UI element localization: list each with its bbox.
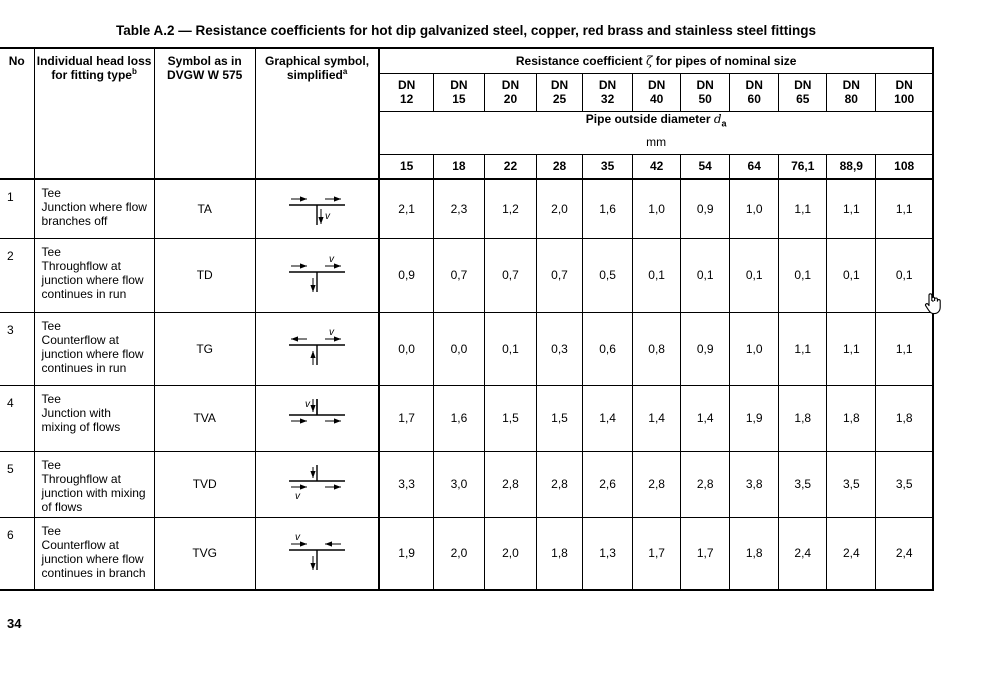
coefficient-value: 2,6 bbox=[583, 451, 633, 517]
coefficient-value: 1,8 bbox=[730, 517, 779, 590]
header-od-7: 64 bbox=[730, 154, 779, 179]
coefficient-value: 0,1 bbox=[779, 238, 827, 312]
coefficient-value: 1,7 bbox=[379, 385, 433, 451]
coefficient-value: 2,0 bbox=[484, 517, 536, 590]
dn-number: 80 bbox=[844, 92, 858, 106]
description-line: Junction with bbox=[41, 405, 111, 420]
description-line: Throughflow at bbox=[41, 471, 121, 486]
dvgw-symbol: TVA bbox=[154, 385, 255, 451]
row-number: 2 bbox=[0, 238, 34, 312]
fitting-description bbox=[34, 517, 154, 590]
coefficient-value: 2,4 bbox=[876, 517, 933, 590]
header-dn-40 bbox=[633, 73, 681, 111]
dn-number: 40 bbox=[649, 92, 664, 106]
coefficient-value: 0,7 bbox=[537, 238, 583, 312]
coefficient-value: 2,4 bbox=[827, 517, 876, 590]
coefficient-value: 1,7 bbox=[633, 517, 681, 590]
coefficient-value: 0,1 bbox=[484, 312, 536, 385]
tee-ta-icon bbox=[255, 179, 379, 238]
description-line: Counterflow at bbox=[41, 332, 119, 347]
dvgw-symbol: TG bbox=[154, 312, 255, 385]
header-resistance-post: for pipes of nominal size bbox=[652, 53, 797, 68]
dn-prefix: DN bbox=[598, 78, 617, 92]
description-line: junction where flow bbox=[41, 551, 144, 566]
zeta-symbol: ζ bbox=[645, 53, 653, 68]
coefficient-value: 1,1 bbox=[876, 312, 933, 385]
coefficient-value: 0,9 bbox=[681, 312, 730, 385]
tee-tvd-icon bbox=[255, 451, 379, 517]
row-number: 3 bbox=[0, 312, 34, 385]
coefficient-value: 2,3 bbox=[433, 179, 484, 238]
coefficient-value: 3,5 bbox=[779, 451, 827, 517]
description-line: Junction where flow bbox=[41, 200, 147, 214]
tee-tvg-icon bbox=[255, 517, 379, 590]
header-description bbox=[34, 48, 154, 179]
header-od-5: 42 bbox=[633, 154, 681, 179]
header-od-4: 35 bbox=[583, 154, 633, 179]
coefficient-value: 1,1 bbox=[779, 179, 827, 238]
description-line: Throughflow at bbox=[41, 258, 121, 273]
dn-number: 65 bbox=[796, 92, 810, 106]
row-number: 5 bbox=[0, 451, 34, 517]
dn-number: 20 bbox=[503, 92, 518, 106]
description-line: Counterflow at bbox=[41, 537, 119, 552]
coefficient-value: 0,3 bbox=[537, 312, 583, 385]
pipe-od-variable: d bbox=[713, 111, 722, 126]
coefficient-value: 1,1 bbox=[827, 179, 876, 238]
header-od-9: 88,9 bbox=[827, 154, 876, 179]
coefficient-value: 0,0 bbox=[433, 312, 484, 385]
dvgw-symbol: TD bbox=[154, 238, 255, 312]
description-line: Tee bbox=[41, 186, 61, 200]
coefficient-value: 2,4 bbox=[779, 517, 827, 590]
header-dn-25 bbox=[537, 73, 583, 111]
table-row bbox=[0, 238, 933, 312]
header-no: No bbox=[0, 48, 34, 179]
row-number: 4 bbox=[0, 385, 34, 451]
tee-tva-icon bbox=[255, 385, 379, 451]
description-line: junction where flow bbox=[41, 272, 144, 287]
coefficient-value: 1,5 bbox=[484, 385, 536, 451]
coefficient-value: 1,7 bbox=[681, 517, 730, 590]
header-od-2: 22 bbox=[484, 154, 536, 179]
description-line: Tee bbox=[41, 318, 61, 333]
coefficient-value: 3,5 bbox=[827, 451, 876, 517]
dn-prefix: DN bbox=[696, 78, 714, 92]
header-dn-15 bbox=[433, 73, 484, 111]
dn-prefix: DN bbox=[647, 78, 666, 92]
coefficient-value: 1,5 bbox=[537, 385, 583, 451]
header-dn-60 bbox=[730, 73, 779, 111]
pipe-od-subscript: a bbox=[721, 117, 727, 128]
header-od-6: 54 bbox=[681, 154, 730, 179]
coefficient-value: 1,8 bbox=[779, 385, 827, 451]
table-row bbox=[0, 179, 933, 238]
header-dn-80 bbox=[827, 73, 876, 111]
header-dn-100 bbox=[876, 73, 933, 111]
coefficient-value: 0,6 bbox=[583, 312, 633, 385]
description-line: junction where flow bbox=[41, 346, 144, 361]
table-row bbox=[0, 517, 933, 590]
coefficient-value: 1,1 bbox=[827, 312, 876, 385]
coefficient-value: 1,8 bbox=[827, 385, 876, 451]
dn-number: 12 bbox=[399, 92, 414, 106]
coefficient-value: 1,8 bbox=[537, 517, 583, 590]
description-line: of flows bbox=[41, 499, 83, 514]
coefficient-value: 1,4 bbox=[583, 385, 633, 451]
description-line: branches off bbox=[41, 214, 108, 228]
dn-prefix: DN bbox=[501, 78, 520, 92]
header-description-text: Individual head loss for fitting type bbox=[36, 54, 152, 82]
coefficient-value: 1,8 bbox=[876, 385, 933, 451]
description-line: Tee bbox=[41, 244, 61, 259]
coefficient-value: 0,1 bbox=[730, 238, 779, 312]
coefficient-value: 3,3 bbox=[379, 451, 433, 517]
header-od-0: 15 bbox=[379, 154, 433, 179]
dn-prefix: DN bbox=[397, 78, 416, 92]
coefficient-value: 3,8 bbox=[730, 451, 779, 517]
dn-number: 60 bbox=[747, 92, 761, 106]
flow-velocity-label: v bbox=[329, 253, 335, 265]
coefficient-value: 1,3 bbox=[583, 517, 633, 590]
header-resistance-pre: Resistance coefficient bbox=[515, 53, 646, 68]
header-od-1: 18 bbox=[433, 154, 484, 179]
header-graphical-text: Graphical symbol, simplified bbox=[265, 54, 370, 82]
coefficient-value: 1,6 bbox=[433, 385, 484, 451]
header-dn-50 bbox=[681, 73, 730, 111]
coefficient-value: 2,0 bbox=[433, 517, 484, 590]
coefficient-value: 1,0 bbox=[730, 312, 779, 385]
header-description-footnote: b bbox=[131, 67, 137, 76]
fitting-description bbox=[34, 312, 154, 385]
coefficient-value: 2,0 bbox=[537, 179, 583, 238]
hand-pointer-icon bbox=[923, 292, 943, 321]
coefficient-value: 0,1 bbox=[681, 238, 730, 312]
table-row bbox=[0, 451, 933, 517]
coefficient-value: 0,9 bbox=[379, 238, 433, 312]
header-dn-12 bbox=[379, 73, 433, 111]
table-row bbox=[0, 385, 933, 451]
description-line: mixing of flows bbox=[41, 419, 121, 434]
coefficient-value: 2,8 bbox=[633, 451, 681, 517]
coefficient-value: 0,8 bbox=[633, 312, 681, 385]
header-pipe-outside-diameter bbox=[379, 111, 933, 154]
flow-velocity-label: v bbox=[329, 327, 335, 338]
dn-number: 50 bbox=[698, 92, 712, 106]
coefficient-value: 1,9 bbox=[730, 385, 779, 451]
coefficient-value: 0,9 bbox=[681, 179, 730, 238]
flow-velocity-label: v bbox=[295, 490, 301, 502]
coefficient-value: 3,0 bbox=[433, 451, 484, 517]
coefficient-value: 3,5 bbox=[876, 451, 933, 517]
row-number: 1 bbox=[0, 179, 34, 238]
resistance-table bbox=[0, 47, 934, 591]
header-dn-20 bbox=[484, 73, 536, 111]
coefficient-value: 2,8 bbox=[537, 451, 583, 517]
header-graphical-symbol bbox=[255, 48, 379, 179]
description-line: Tee bbox=[41, 457, 61, 472]
dn-number: 15 bbox=[452, 92, 466, 106]
coefficient-value: 0,7 bbox=[433, 238, 484, 312]
coefficient-value: 1,4 bbox=[633, 385, 681, 451]
dvgw-symbol: TVD bbox=[154, 451, 255, 517]
dn-prefix: DN bbox=[745, 78, 763, 92]
coefficient-value: 1,2 bbox=[484, 179, 536, 238]
header-dn-32 bbox=[583, 73, 633, 111]
dvgw-symbol: TVG bbox=[154, 517, 255, 590]
description-line: Tee bbox=[41, 391, 61, 406]
description-line: Tee bbox=[41, 523, 61, 538]
dvgw-symbol: TA bbox=[154, 179, 255, 238]
dn-number: 32 bbox=[600, 92, 615, 106]
header-od-3: 28 bbox=[537, 154, 583, 179]
table-row bbox=[0, 312, 933, 385]
fitting-description bbox=[34, 385, 154, 451]
coefficient-value: 2,1 bbox=[379, 179, 433, 238]
fitting-description bbox=[34, 238, 154, 312]
table-title: Table A.2 — Resistance coefficients for hot dip galvanized steel, copper, red brass and stainless steel fittings bbox=[116, 23, 816, 38]
flow-velocity-label: v bbox=[325, 211, 331, 223]
dn-number: 25 bbox=[552, 92, 567, 106]
coefficient-value: 0,1 bbox=[827, 238, 876, 312]
description-line: junction with mixing bbox=[41, 485, 146, 500]
dn-prefix: DN bbox=[450, 78, 468, 92]
coefficient-value: 2,8 bbox=[681, 451, 730, 517]
description-line: continues in branch bbox=[41, 565, 146, 580]
coefficient-value: 0,5 bbox=[583, 238, 633, 312]
row-number: 6 bbox=[0, 517, 34, 590]
coefficient-value: 1,9 bbox=[379, 517, 433, 590]
description-line: continues in run bbox=[41, 286, 127, 301]
coefficient-value: 2,8 bbox=[484, 451, 536, 517]
dn-prefix: DN bbox=[550, 78, 569, 92]
dn-prefix: DN bbox=[895, 78, 913, 92]
coefficient-value: 1,0 bbox=[633, 179, 681, 238]
coefficient-value: 0,7 bbox=[484, 238, 536, 312]
coefficient-value: 1,1 bbox=[779, 312, 827, 385]
header-od-8: 76,1 bbox=[779, 154, 827, 179]
dn-number: 100 bbox=[894, 92, 915, 106]
header-dn-65 bbox=[779, 73, 827, 111]
description-line: continues in run bbox=[41, 360, 127, 375]
page-number: 34 bbox=[7, 616, 22, 631]
coefficient-value: 1,1 bbox=[876, 179, 933, 238]
coefficient-value: 1,0 bbox=[730, 179, 779, 238]
unit-mm: mm bbox=[646, 134, 667, 149]
header-symbol: Symbol as in DVGW W 575 bbox=[154, 48, 255, 179]
coefficient-value: 0,0 bbox=[379, 312, 433, 385]
tee-tg-icon bbox=[255, 312, 379, 385]
dn-prefix: DN bbox=[842, 78, 860, 92]
dn-prefix: DN bbox=[794, 78, 812, 92]
header-od-10: 108 bbox=[876, 154, 933, 179]
coefficient-value: 1,4 bbox=[681, 385, 730, 451]
coefficient-value: 1,6 bbox=[583, 179, 633, 238]
coefficient-value: 0,1 bbox=[633, 238, 681, 312]
fitting-description bbox=[34, 451, 154, 517]
header-resistance-coefficient bbox=[379, 48, 933, 73]
coefficient-value: 0,1 bbox=[876, 238, 933, 312]
pipe-od-pre: Pipe outside diameter bbox=[585, 111, 714, 126]
flow-velocity-label: v bbox=[305, 398, 311, 410]
fitting-description bbox=[34, 179, 154, 238]
tee-td-icon bbox=[255, 238, 379, 312]
flow-velocity-label: v bbox=[295, 531, 301, 543]
header-graphical-footnote: a bbox=[342, 67, 348, 76]
